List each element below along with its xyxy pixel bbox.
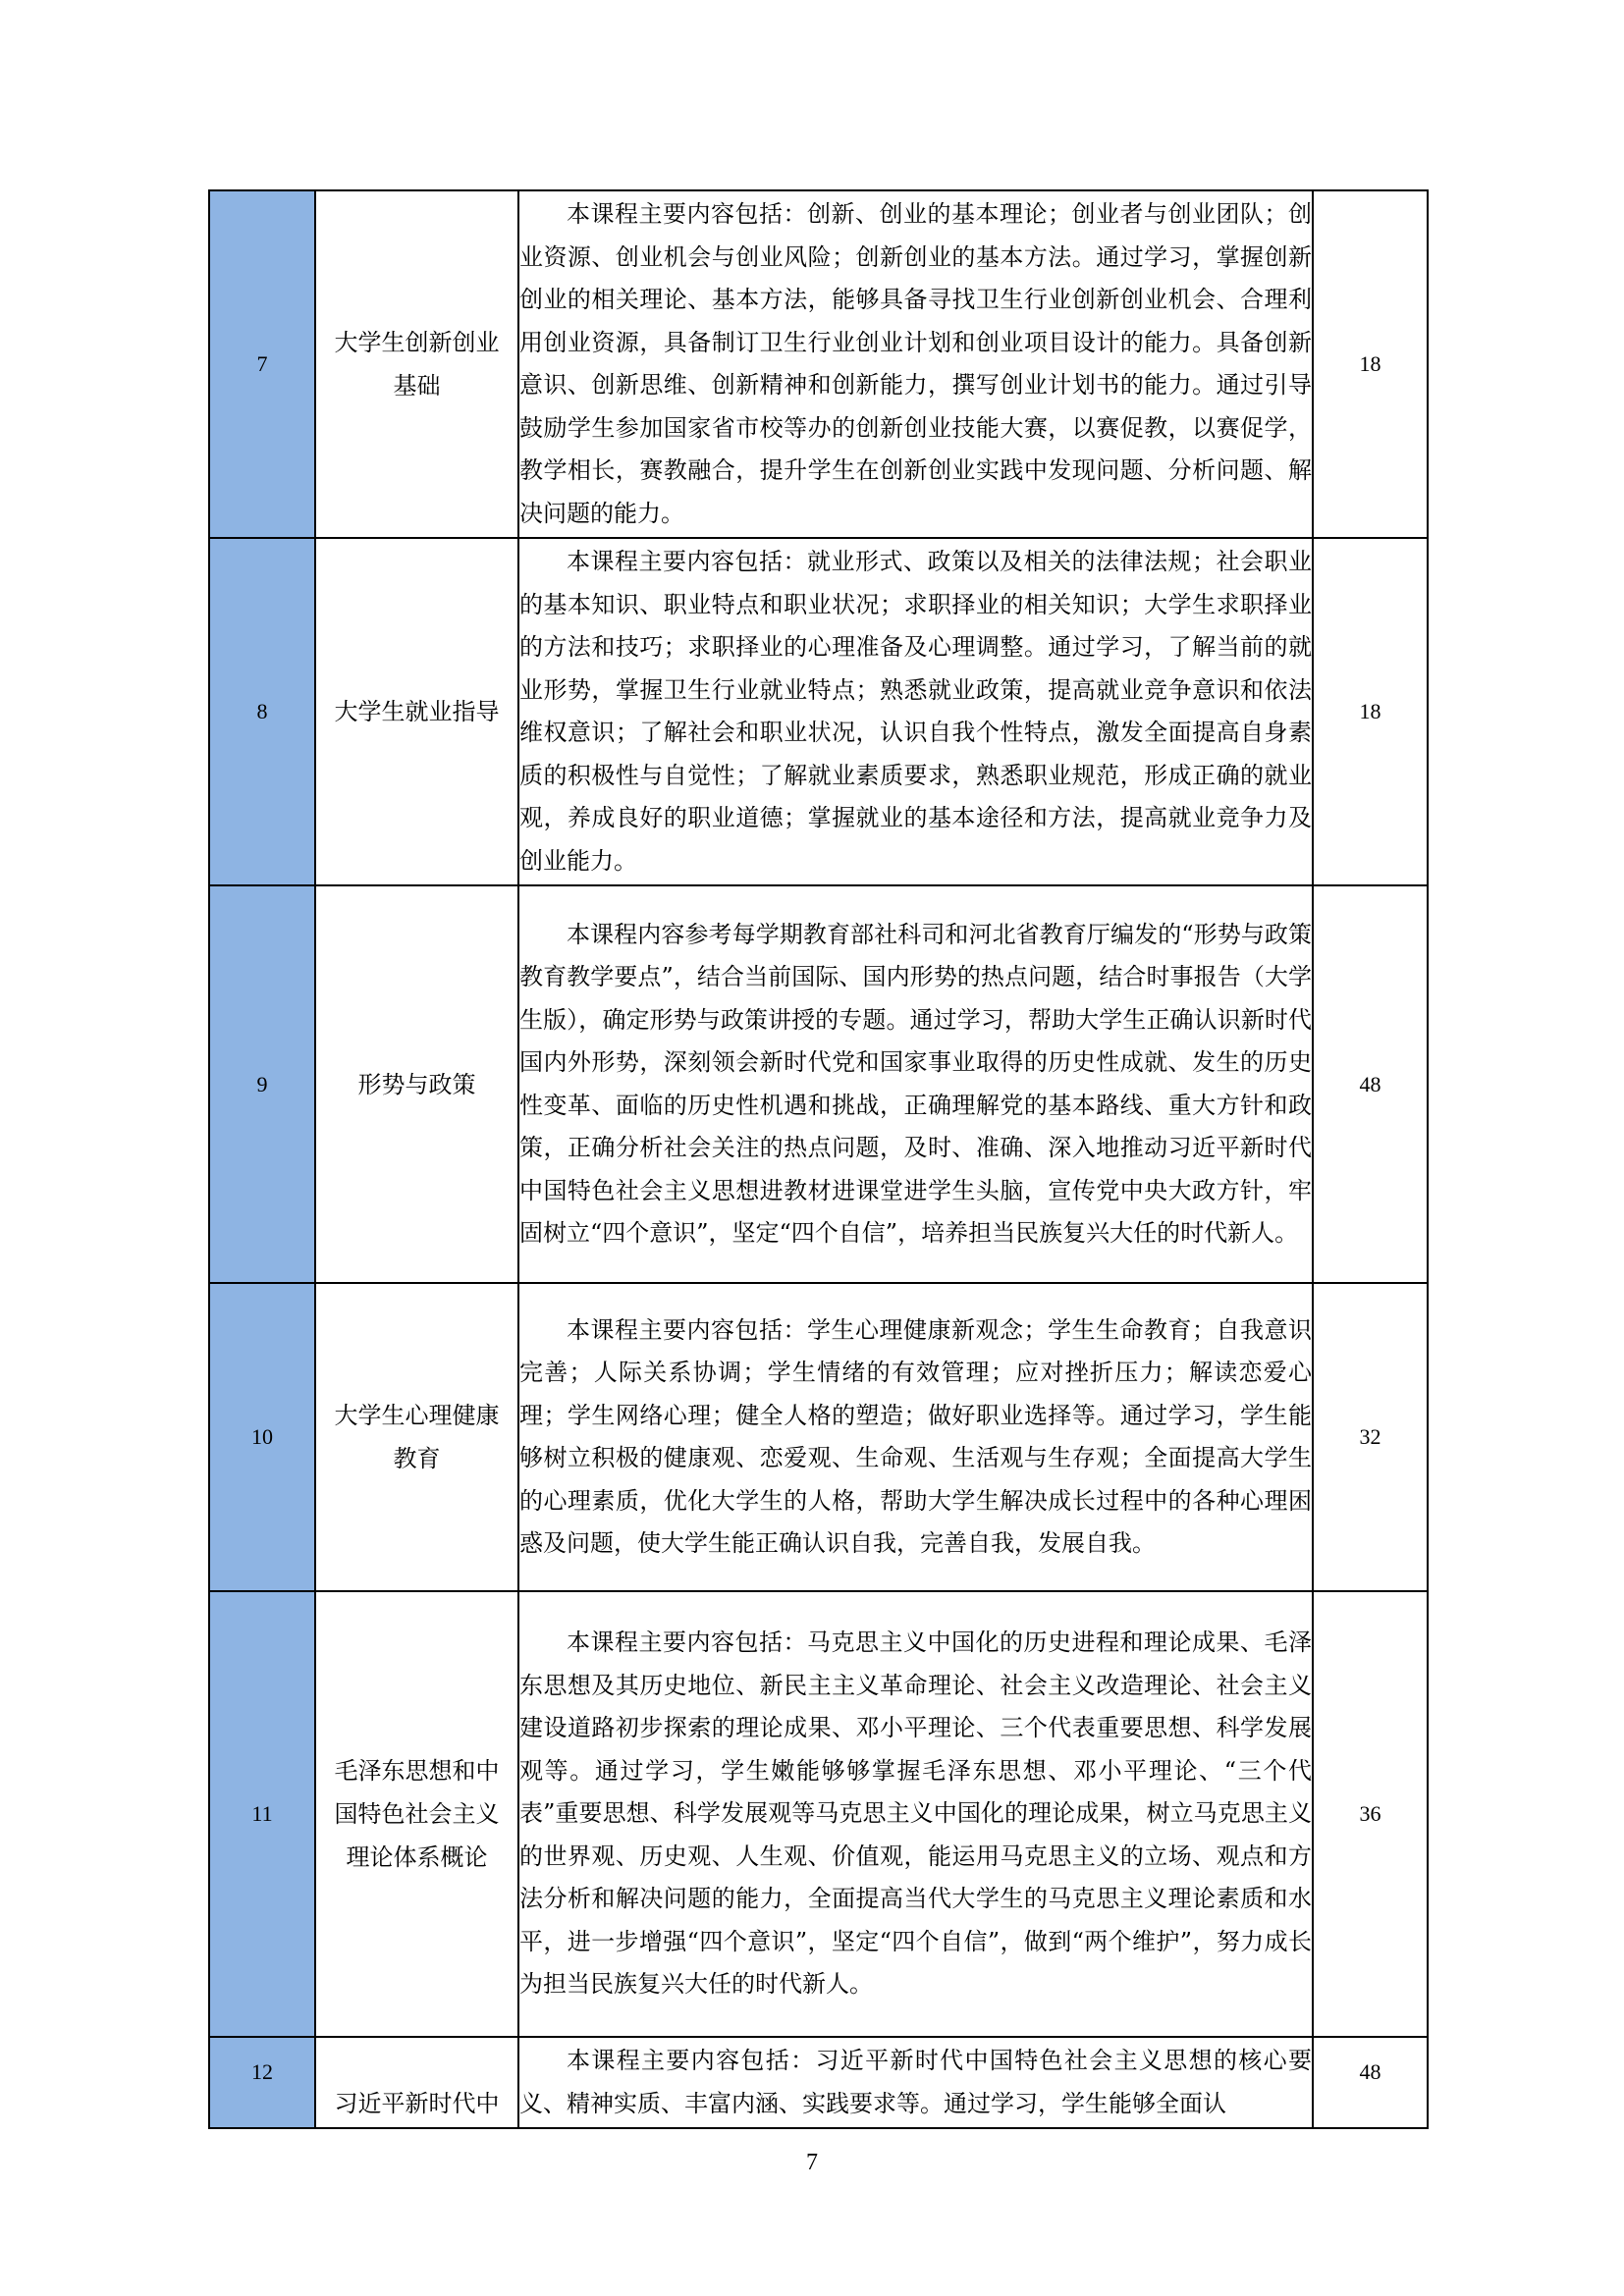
course-number: 7 bbox=[209, 190, 315, 538]
course-description-cell bbox=[518, 538, 1313, 885]
course-hours: 48 bbox=[1313, 2037, 1428, 2128]
course-description: 本课程内容参考每学期教育部社科司和河北省教育厅编发的“形势与政策教育教学要点”，结合当前国际、国内形势的热点问题，结合时事报告（大学生版），确定形势与政策讲授的专题。通过学习，帮助大学生正确认识新时代国内外形势，深刻领会新时代党和国家事业取得的历史性成就、发生的历史性变革、面临的历史性机遇和挑战，正确理解党的基本路线、重大方针和政策，正确分析社会关注的热点问题，及时、准确、深入地推动习近平新时代中国特色社会主义思想进教材进课堂进学生头脑，宣传党中央大政方针，牢固树立“四个意识”，坚定“四个自信”，培养担当民族复兴大任的时代新人。 bbox=[519, 920, 1312, 1247]
course-name: 大学生就业指导 bbox=[334, 698, 500, 725]
course-description-cell bbox=[518, 2037, 1313, 2128]
course-description: 本课程主要内容包括：马克思主义中国化的历史进程和理论成果、毛泽东思想及其历史地位、新民主主义革命理论、社会主义改造理论、社会主义建设道路初步探索的理论成果、邓小平理论、三个代表重要思想、科学发展观等。通过学习，学生嫩能够够掌握毛泽东思想、邓小平理论、“三个代表”重要思想、科学发展观等马克思主义中国化的理论成果，树立马克思主义的世界观、历史观、人生观、价值观，能运用马克思主义的立场、观点和方法分析和解决问题的能力，全面提高当代大学生的马克思主义理论素质和水平，进一步增强“四个意识”，坚定“四个自信”，做到“两个维护”，努力成长为担当民族复兴大任的时代新人。 bbox=[519, 1629, 1312, 1999]
course-description-cell bbox=[518, 1283, 1313, 1591]
course-name: 习近平新时代中 bbox=[334, 2090, 500, 2117]
course-description-cell bbox=[518, 190, 1313, 538]
course-description: 本课程主要内容包括：学生心理健康新观念；学生生命教育；自我意识完善；人际关系协调；学生情绪的有效管理；应对挫折压力；解读恋爱心理；学生网络心理；健全人格的塑造；做好职业选择等。通过学习，学生能够树立积极的健康观、恋爱观、生命观、生活观与生存观；全面提高大学生的心理素质，优化大学生的人格，帮助大学生解决成长过程中的各种心理困惑及问题，使大学生能正确认识自我，完善自我，发展自我。 bbox=[519, 1315, 1312, 1557]
course-name-cell bbox=[315, 2037, 518, 2128]
table-row bbox=[209, 2037, 1428, 2128]
table-row bbox=[209, 538, 1428, 885]
course-name-cell bbox=[315, 885, 518, 1283]
course-hours: 18 bbox=[1313, 538, 1428, 885]
table-row bbox=[209, 885, 1428, 1283]
course-name: 大学生心理健康教育 bbox=[334, 1402, 500, 1472]
course-number: 10 bbox=[209, 1283, 315, 1591]
course-description-cell bbox=[518, 885, 1313, 1283]
course-name-cell bbox=[315, 190, 518, 538]
table-row bbox=[209, 1283, 1428, 1591]
course-name: 大学生创新创业基础 bbox=[334, 329, 500, 400]
course-name: 毛泽东思想和中国特色社会主义理论体系概论 bbox=[334, 1757, 500, 1871]
course-description-cell bbox=[518, 1591, 1313, 2037]
course-description: 本课程主要内容包括：就业形式、政策以及相关的法律法规；社会职业的基本知识、职业特点和职业状况；求职择业的相关知识；大学生求职择业的方法和技巧；求职择业的心理准备及心理调整。通过学习，了解当前的就业形势，掌握卫生行业就业特点；熟悉就业政策，提高就业竞争意识和依法维权意识；了解社会和职业状况，认识自我个性特点，激发全面提高自身素质的积极性与自觉性；了解就业素质要求，熟悉职业规范，形成正确的就业观，养成良好的职业道德；掌握就业的基本途径和方法，提高就业竞争力及创业能力。 bbox=[519, 548, 1312, 875]
table-row bbox=[209, 1591, 1428, 2037]
course-number: 12 bbox=[209, 2037, 315, 2128]
course-hours: 32 bbox=[1313, 1283, 1428, 1591]
page-number: 7 bbox=[806, 2150, 818, 2175]
course-name-cell bbox=[315, 1283, 518, 1591]
course-number: 11 bbox=[209, 1591, 315, 2037]
course-number: 8 bbox=[209, 538, 315, 885]
course-hours: 48 bbox=[1313, 885, 1428, 1283]
course-number: 9 bbox=[209, 885, 315, 1283]
course-description: 本课程主要内容包括：创新、创业的基本理论；创业者与创业团队；创业资源、创业机会与创业风险；创新创业的基本方法。通过学习，掌握创新创业的相关理论、基本方法，能够具备寻找卫生行业创新创业机会、合理利用创业资源，具备制订卫生行业创业计划和创业项目设计的能力。具备创新意识、创新思维、创新精神和创新能力，撰写创业计划书的能力。通过引导鼓励学生参加国家省市校等办的创新创业技能大赛，以赛促教，以赛促学，教学相长，赛教融合，提升学生在创新创业实践中发现问题、分析问题、解决问题的能力。 bbox=[519, 200, 1312, 527]
course-hours: 18 bbox=[1313, 190, 1428, 538]
course-table bbox=[208, 189, 1429, 2129]
course-hours: 36 bbox=[1313, 1591, 1428, 2037]
course-name-cell bbox=[315, 538, 518, 885]
course-name: 形势与政策 bbox=[357, 1070, 476, 1098]
table-row bbox=[209, 190, 1428, 538]
course-description: 本课程主要内容包括：习近平新时代中国特色社会主义思想的核心要义、精神实质、丰富内涵、实践要求等。通过学习，学生能够全面认 bbox=[519, 2047, 1312, 2117]
course-name-cell bbox=[315, 1591, 518, 2037]
